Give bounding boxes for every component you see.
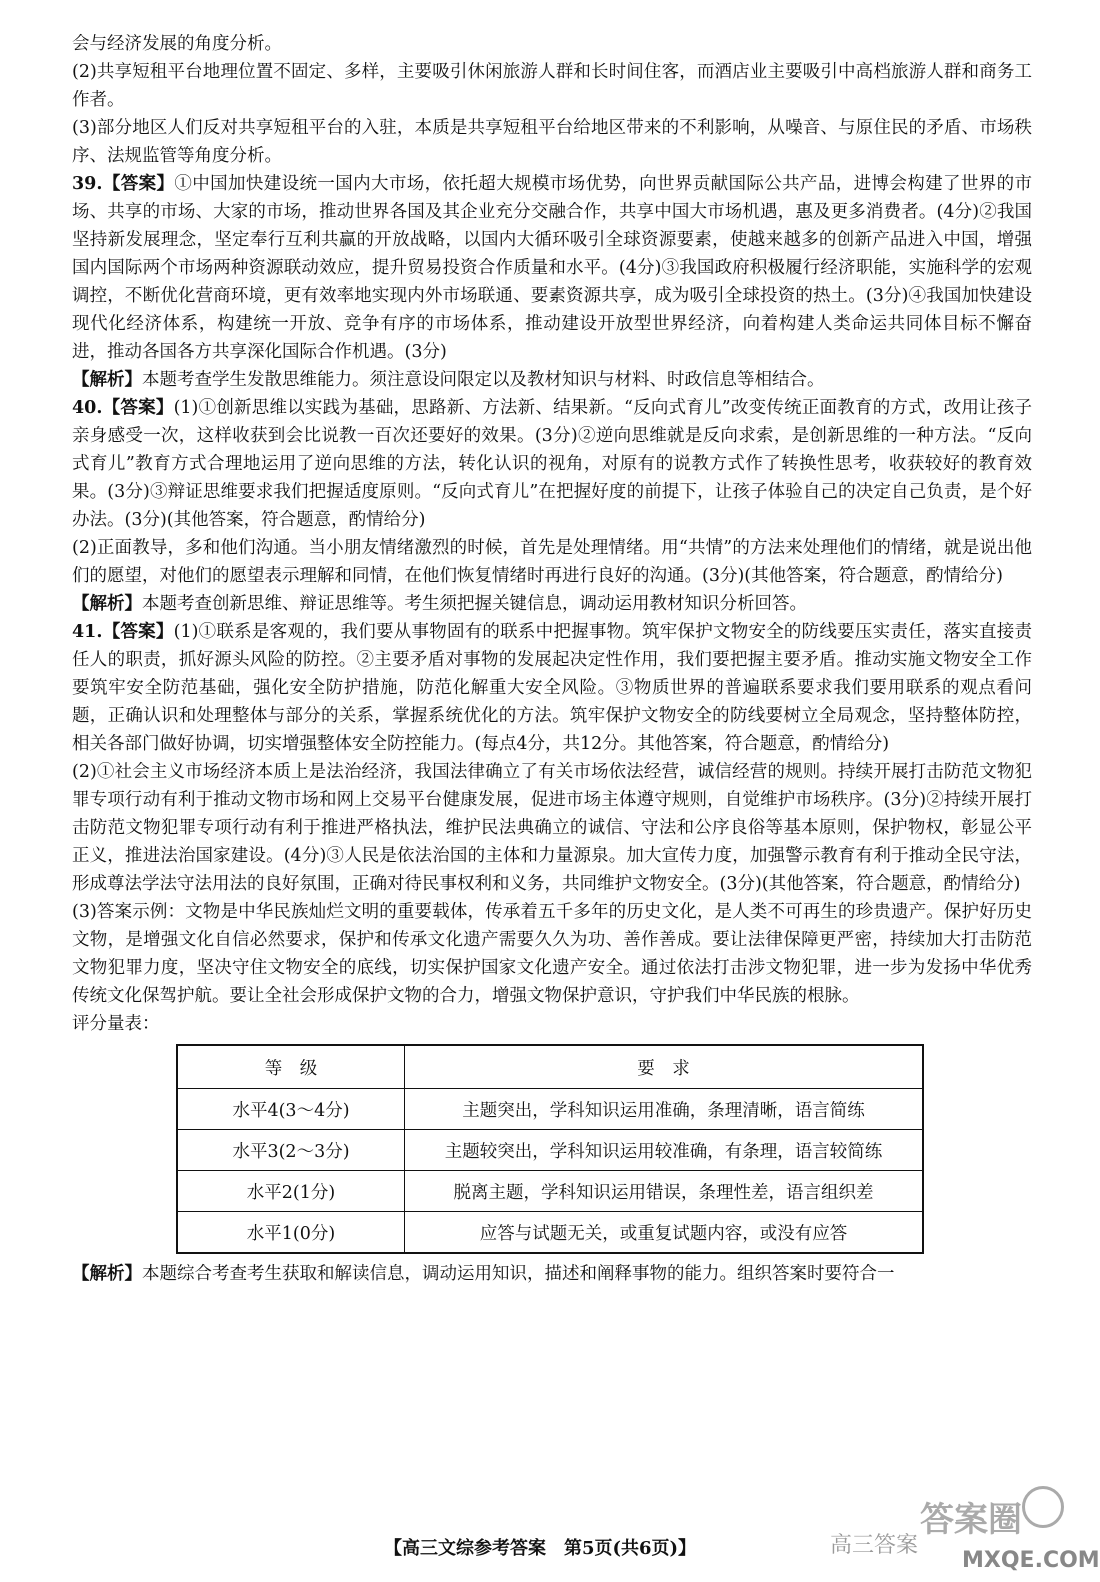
table-row: [177, 1171, 923, 1212]
table-cell-level: 水平2(1分): [177, 1171, 405, 1212]
table-header-requirement: 要 求: [405, 1045, 924, 1089]
table-cell-requirement: 主题突出，学科知识运用准确，条理清晰，语言简练: [405, 1089, 924, 1130]
table-cell-requirement: 脱离主题，学科知识运用错误，条理性差，语言组织差: [405, 1171, 924, 1212]
q41-analysis: [72, 1260, 1032, 1288]
watermark-brand: 答案圈: [920, 1500, 1022, 1540]
q39-answer-tag: 【答案】: [102, 174, 175, 194]
table-cell-requirement: 主题较突出，学科知识运用较准确，有条理，语言较简练: [405, 1130, 924, 1171]
scoring-table: [176, 1044, 924, 1254]
table-cell-level: 水平1(0分): [177, 1212, 405, 1254]
watermark-domain: MXQE.COM: [962, 1548, 1100, 1573]
q40-answer-text-1: (1)①创新思维以实践为基础，思路新、方法新、结果新。“反向式育儿”改变传统正面教育的方式，改用让孩子亲身感受一次，这样收获到会比说教一百次还要好的效果。(3分)②逆向思维就是反向求索，是创新思维的一种方法。“反向式育儿”教育方式合理地运用了逆向思维的方法，转化认识的视角，对原有的说教方式作了转换性思考，收获较好的教育效果。(3分)③辩证思维要求我们把握适度原则。“反向式育儿”在把握好度的前提下，让孩子体验自己的决定自己负责，是个好办法。(3分)(其他答案，符合题意，酌情给分): [72, 398, 1032, 530]
q39-analysis: [72, 366, 1032, 394]
table-cell-level: 水平3(2～3分): [177, 1130, 405, 1171]
watermark-account: 高三答案: [830, 1533, 919, 1558]
q39-answer: [72, 170, 1032, 366]
q40-answer-1: [72, 394, 1032, 534]
q40-analysis-text: 本题考查创新思维、辩证思维等。考生须把握关键信息，调动运用教材知识分析回答。: [142, 594, 807, 614]
q40-analysis-tag: 【解析】: [72, 594, 142, 614]
q40-analysis: [72, 590, 1032, 618]
table-header-row: [177, 1045, 923, 1089]
watermark-circle-icon: [1022, 1486, 1064, 1528]
q39-answer-text: ①中国加快建设统一国内大市场，依托超大规模市场优势，向世界贡献国际公共产品，进博会构建了世界的市场、共享的市场、大家的市场，推动世界各国及其企业充分交融合作，共享中国大市场机遇，惠及更多消费者。(4分)②我国坚持新发展理念，坚定奉行互利共赢的开放战略，以国内大循环吸引全球资源要素，使越来越多的创新产品进入中国，增强国内国际两个市场两种资源联动效应，提升贸易投资合作质量和水平。(4分)③我国政府积极履行经济职能，实施科学的宏观调控，不断优化营商环境，更有效率地实现内外市场联通、要素资源共享，成为吸引全球投资的热土。(3分)④我国加快建设现代化经济体系，构建统一开放、竞争有序的市场体系，推动建设开放型世界经济，向着构建人类命运共同体目标不懈奋进，推动各国各方共享深化国际合作机遇。(3分): [72, 174, 1033, 362]
q41-answer-1: [72, 618, 1032, 758]
q41-answer-text-1: (1)①联系是客观的，我们要从事物固有的联系中把握事物。筑牢保护文物安全的防线要压实责任，落实直接责任人的职责，抓好源头风险的防控。②主要矛盾对事物的发展起决定性作用，我们要把握主要矛盾。推动实施文物安全工作要筑牢安全防范基础，强化安全防护措施，防范化解重大安全风险。③物质世界的普遍联系要求我们要用联系的观点看问题，正确认识和处理整体与部分的关系，掌握系统优化的方法。筑牢保护文物安全的防线要树立全局观念，坚持整体防控，相关各部门做好协调，切实增强整体安全防控能力。(每点4分，共12分。其他答案，符合题意，酌情给分): [72, 622, 1032, 754]
intro-line-1: 会与经济发展的角度分析。: [72, 34, 282, 54]
q40-answer-tag: 【答案】: [102, 398, 174, 418]
watermark-logo: [830, 1478, 1100, 1578]
table-row: [177, 1212, 923, 1254]
intro-line-3: (3)部分地区人们反对共享短租平台的入驻，本质是共享短租平台给地区带来的不利影响，从噪音、与原住民的矛盾、市场秩序、法规监管等角度分析。: [72, 118, 1032, 166]
scale-label: 评分量表：: [72, 1014, 160, 1034]
q41-answer-tag: 【答案】: [102, 622, 174, 642]
page-footer: 【高三文综参考答案 第5页(共6页)】: [383, 1538, 697, 1559]
table-row: [177, 1089, 923, 1130]
table-row: [177, 1130, 923, 1171]
q39-number: 39.: [72, 174, 103, 194]
q41-number: 41.: [72, 622, 103, 642]
table-cell-requirement: 应答与试题无关，或重复试题内容，或没有应答: [405, 1212, 924, 1254]
q39-analysis-text: 本题考查学生发散思维能力。须注意设问限定以及教材知识与材料、时政信息等相结合。: [142, 370, 825, 390]
q41-answer-2: (2)①社会主义市场经济本质上是法治经济，我国法律确立了有关市场依法经营，诚信经营的规则。持续开展打击防范文物犯罪专项行动有利于推动文物市场和网上交易平台健康发展，促进市场主体遵守规则，自觉维护市场秩序。(3分)②持续开展打击防范文物犯罪专项行动有利于推进严格执法，维护民法典确立的诚信、守法和公序良俗等基本原则，保护物权，彰显公平正义，推进法治国家建设。(4分)③人民是依法治国的主体和力量源泉。加大宣传力度，加强警示教育有利于推动全民守法，形成尊法学法守法用法的良好氛围，正确对待民事权利和义务，共同维护文物安全。(3分)(其他答案，符合题意，酌情给分): [72, 762, 1032, 894]
q41-analysis-text: 本题综合考查考生获取和解读信息，调动运用知识，描述和阐释事物的能力。组织答案时要符合一: [142, 1264, 895, 1284]
q39-analysis-tag: 【解析】: [72, 370, 142, 390]
q41-analysis-tag: 【解析】: [72, 1264, 142, 1284]
intro-line-2: (2)共享短租平台地理位置不固定、多样，主要吸引休闲旅游人群和长时间住客，而酒店业主要吸引中高档旅游人群和商务工作者。: [72, 62, 1032, 110]
document-body: [72, 30, 1032, 1288]
q40-number: 40.: [72, 398, 103, 418]
q41-answer-3: (3)答案示例：文物是中华民族灿烂文明的重要载体，传承着五千多年的历史文化，是人类不可再生的珍贵遗产。保护好历史文物，是增强文化自信必然要求，保护和传承文化遗产需要久久为功、善作善成。要让法律保障更严密，持续加大打击防范文物犯罪力度，坚决守住文物安全的底线，切实保护国家文化遗产安全。通过依法打击涉文物犯罪，进一步为发扬中华优秀传统文化保驾护航。要让全社会形成保护文物的合力，增强文物保护意识，守护我们中华民族的根脉。: [72, 902, 1032, 1006]
scoring-table-wrap: [176, 1044, 1032, 1254]
q40-answer-2: (2)正面教导，多和他们沟通。当小朋友情绪激烈的时候，首先是处理情绪。用“共情”的方法来处理他们的情绪，就是说出他们的愿望，对他们的愿望表示理解和同情，在他们恢复情绪时再进行良好的沟通。(3分)(其他答案，符合题意，酌情给分): [72, 538, 1032, 586]
table-cell-level: 水平4(3～4分): [177, 1089, 405, 1130]
table-header-level: 等 级: [177, 1045, 405, 1089]
